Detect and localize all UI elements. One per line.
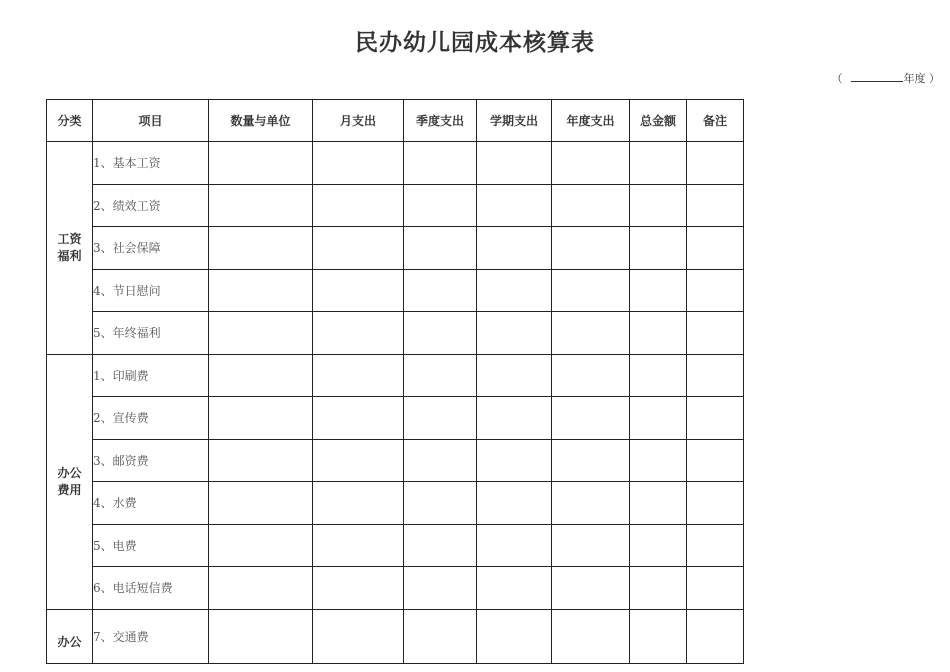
item-label: 2、绩效工资: [93, 184, 209, 227]
input-cell[interactable]: [477, 609, 552, 664]
year-note-open: （: [831, 72, 843, 85]
input-cell[interactable]: [404, 567, 477, 610]
category-label: 工资: [57, 231, 82, 246]
input-cell[interactable]: [630, 354, 687, 397]
item-label: 7、交通费: [93, 609, 209, 664]
input-cell[interactable]: [477, 269, 552, 312]
input-cell[interactable]: [687, 184, 744, 227]
input-cell[interactable]: [630, 609, 687, 664]
input-cell[interactable]: [477, 142, 552, 185]
input-cell[interactable]: [630, 227, 687, 270]
input-cell[interactable]: [477, 567, 552, 610]
input-cell[interactable]: [404, 439, 477, 482]
input-cell[interactable]: [687, 609, 744, 664]
header-quantity-unit: 数量与单位: [209, 100, 313, 142]
input-cell[interactable]: [552, 439, 630, 482]
input-cell[interactable]: [209, 142, 313, 185]
input-cell[interactable]: [477, 397, 552, 440]
input-cell[interactable]: [630, 397, 687, 440]
input-cell[interactable]: [687, 397, 744, 440]
category-cell-office-cont: [47, 609, 93, 664]
input-cell[interactable]: [552, 524, 630, 567]
page-title: 民办幼儿园成本核算表: [355, 30, 595, 56]
input-cell[interactable]: [404, 142, 477, 185]
item-label: 6、电话短信费: [93, 567, 209, 610]
table-row: [47, 312, 744, 355]
table-row: [47, 482, 744, 525]
input-cell[interactable]: [630, 269, 687, 312]
input-cell[interactable]: [404, 312, 477, 355]
table-row: [47, 439, 744, 482]
input-cell[interactable]: [477, 184, 552, 227]
input-cell[interactable]: [404, 524, 477, 567]
input-cell[interactable]: [552, 184, 630, 227]
input-cell[interactable]: [404, 482, 477, 525]
input-cell[interactable]: [313, 184, 404, 227]
input-cell[interactable]: [209, 482, 313, 525]
category-cell-office: [47, 354, 93, 609]
table-row: [47, 269, 744, 312]
item-label: 2、宣传费: [93, 397, 209, 440]
input-cell[interactable]: [313, 397, 404, 440]
year-note-suffix: 年度 ）: [903, 72, 940, 85]
input-cell[interactable]: [552, 312, 630, 355]
input-cell[interactable]: [630, 184, 687, 227]
input-cell[interactable]: [404, 227, 477, 270]
table-row: [47, 227, 744, 270]
category-cell-wages: [47, 142, 93, 355]
table-row: [47, 142, 744, 185]
input-cell[interactable]: [477, 482, 552, 525]
input-cell[interactable]: [209, 524, 313, 567]
input-cell[interactable]: [313, 567, 404, 610]
input-cell[interactable]: [687, 354, 744, 397]
input-cell[interactable]: [687, 227, 744, 270]
input-cell[interactable]: [404, 354, 477, 397]
input-cell[interactable]: [687, 524, 744, 567]
input-cell[interactable]: [313, 142, 404, 185]
table-row: [47, 567, 744, 610]
header-annual: 年度支出: [552, 100, 630, 142]
input-cell[interactable]: [404, 397, 477, 440]
input-cell[interactable]: [209, 439, 313, 482]
category-label: 办公: [57, 635, 82, 649]
input-cell[interactable]: [404, 609, 477, 664]
input-cell[interactable]: [313, 227, 404, 270]
input-cell[interactable]: [687, 567, 744, 610]
item-label: 4、节日慰问: [93, 269, 209, 312]
input-cell[interactable]: [687, 312, 744, 355]
header-monthly: 月支出: [313, 100, 404, 142]
table-row: [47, 609, 744, 664]
category-label: 费用: [57, 482, 82, 497]
input-cell[interactable]: [209, 269, 313, 312]
input-cell[interactable]: [477, 227, 552, 270]
category-label: 福利: [57, 248, 82, 263]
year-blank-line: [851, 72, 903, 82]
input-cell[interactable]: [630, 482, 687, 525]
item-label: 1、印刷费: [93, 354, 209, 397]
input-cell[interactable]: [552, 609, 630, 664]
input-cell[interactable]: [209, 397, 313, 440]
header-semester: 学期支出: [477, 100, 552, 142]
header-item: 项目: [93, 100, 209, 142]
input-cell[interactable]: [552, 397, 630, 440]
input-cell[interactable]: [477, 354, 552, 397]
input-cell[interactable]: [630, 439, 687, 482]
input-cell[interactable]: [687, 142, 744, 185]
item-label: 5、电费: [93, 524, 209, 567]
item-label: 4、水费: [93, 482, 209, 525]
input-cell[interactable]: [630, 312, 687, 355]
header-total: 总金额: [630, 100, 687, 142]
input-cell[interactable]: [630, 567, 687, 610]
cost-table: [46, 99, 744, 664]
table-row: [47, 354, 744, 397]
input-cell[interactable]: [687, 482, 744, 525]
input-cell[interactable]: [313, 524, 404, 567]
item-label: 3、社会保障: [93, 227, 209, 270]
input-cell[interactable]: [313, 439, 404, 482]
input-cell[interactable]: [552, 567, 630, 610]
input-cell[interactable]: [209, 227, 313, 270]
header-quarterly: 季度支出: [404, 100, 477, 142]
table-row: [47, 184, 744, 227]
item-label: 3、邮资费: [93, 439, 209, 482]
input-cell[interactable]: [552, 227, 630, 270]
input-cell[interactable]: [209, 184, 313, 227]
input-cell[interactable]: [477, 524, 552, 567]
input-cell[interactable]: [313, 312, 404, 355]
input-cell[interactable]: [313, 482, 404, 525]
input-cell[interactable]: [209, 567, 313, 610]
input-cell[interactable]: [477, 439, 552, 482]
category-label: 办公: [57, 465, 82, 480]
table-row: [47, 524, 744, 567]
table-row: [47, 397, 744, 440]
item-label: 1、基本工资: [93, 142, 209, 185]
input-cell[interactable]: [687, 269, 744, 312]
input-cell[interactable]: [477, 312, 552, 355]
input-cell[interactable]: [552, 482, 630, 525]
header-remarks: 备注: [687, 100, 744, 142]
input-cell[interactable]: [404, 269, 477, 312]
input-cell[interactable]: [209, 354, 313, 397]
input-cell[interactable]: [404, 184, 477, 227]
input-cell[interactable]: [313, 609, 404, 664]
input-cell[interactable]: [313, 354, 404, 397]
input-cell[interactable]: [209, 312, 313, 355]
input-cell[interactable]: [313, 269, 404, 312]
input-cell[interactable]: [630, 142, 687, 185]
input-cell[interactable]: [552, 269, 630, 312]
item-label: 5、年终福利: [93, 312, 209, 355]
input-cell[interactable]: [552, 354, 630, 397]
header-row: [47, 100, 744, 142]
input-cell[interactable]: [687, 439, 744, 482]
year-note: [832, 70, 941, 86]
input-cell[interactable]: [209, 609, 313, 664]
input-cell[interactable]: [630, 524, 687, 567]
input-cell[interactable]: [552, 142, 630, 185]
header-category: 分类: [47, 100, 93, 142]
